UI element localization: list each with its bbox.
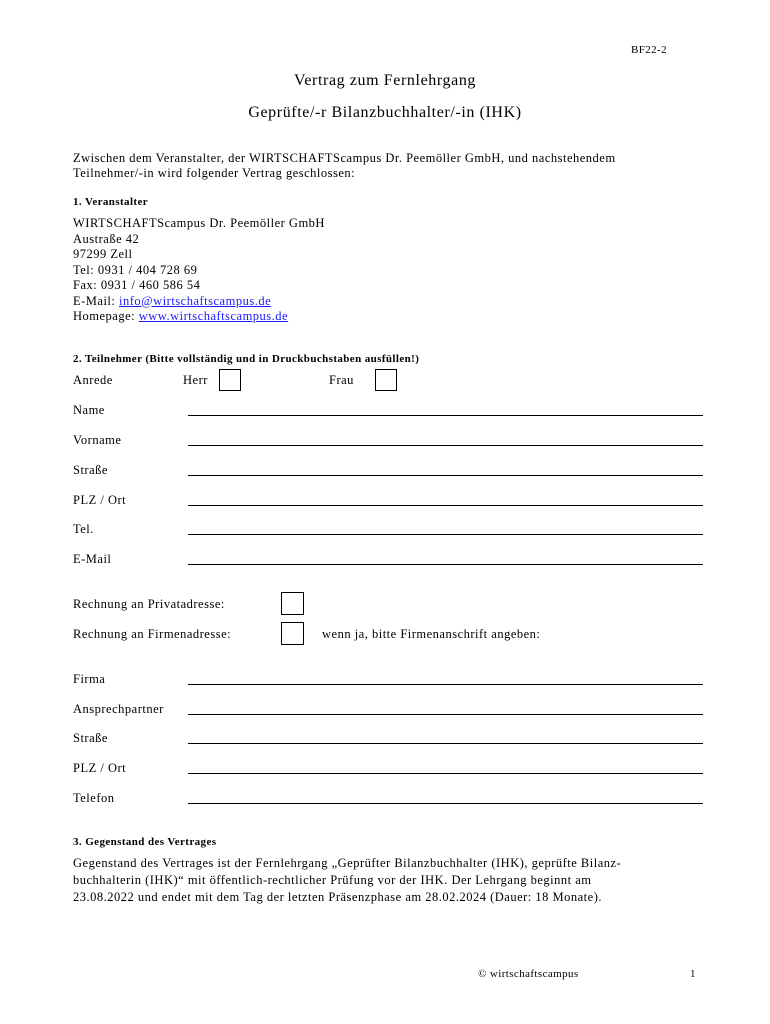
invoice-private-label: Rechnung an Privatadresse: (73, 597, 225, 611)
company-label-telefon: Telefon (73, 791, 115, 805)
section-1-heading: 1. Veranstalter (73, 196, 149, 208)
organizer-tel: Tel: 0931 / 404 728 69 (73, 262, 198, 277)
field-line-vorname[interactable] (188, 445, 703, 446)
section-3-heading: 3. Gegenstand des Vertrages (73, 836, 217, 848)
field-line-tel[interactable] (188, 534, 703, 535)
intro-line-2: Teilnehmer/-in wird folgender Vertrag geschlossen: (73, 166, 356, 180)
company-line-ansprechpartner[interactable] (188, 714, 703, 715)
field-label-tel: Tel. (73, 522, 94, 536)
homepage-label: Homepage: (73, 309, 139, 323)
footer-copyright: © wirtschaftscampus (478, 968, 579, 980)
invoice-company-hint: wenn ja, bitte Firmenanschrift angeben: (322, 627, 541, 641)
section-3-line-3: 23.08.2022 und endet mit dem Tag der letzten Präsenzphase am 28.02.2024 (Dauer: 18 Monate). (73, 890, 602, 904)
company-line-strasse[interactable] (188, 743, 703, 744)
section-2-heading: 2. Teilnehmer (Bitte vollständig und in Druckbuchstaben ausfüllen!) (73, 353, 420, 365)
section-3-line-1: Gegenstand des Vertrages ist der Fernlehrgang „Geprüfter Bilanzbuchhalter (IHK), geprüfte Bilanz- (73, 856, 622, 870)
email-label: E-Mail: (73, 293, 120, 308)
section-3-paragraph (73, 855, 700, 906)
field-line-strasse[interactable] (188, 475, 703, 476)
organizer-street: Austraße 42 (73, 231, 140, 246)
document-subtitle: Geprüfte/-r Bilanzbuchhalter/-in (IHK) (248, 104, 522, 121)
field-label-plz-ort: PLZ / Ort (73, 493, 127, 507)
email-link[interactable]: info@wirtschaftscampus.de (119, 293, 272, 308)
organizer-company: WIRTSCHAFTScampus Dr. Peemöller GmbH (73, 216, 325, 230)
invoice-company-checkbox[interactable] (281, 622, 304, 645)
homepage-link[interactable]: www.wirtschaftscampus.de (138, 309, 289, 323)
organizer-fax: Fax: 0931 / 460 586 54 (73, 278, 201, 292)
invoice-company-label: Rechnung an Firmenadresse: (73, 627, 232, 641)
document-code: BF22-2 (631, 44, 668, 56)
page-number: 1 (690, 968, 696, 980)
option-herr-label: Herr (183, 373, 208, 387)
field-label-email: E-Mail (73, 552, 112, 566)
option-frau-label: Frau (329, 373, 354, 387)
company-line-telefon[interactable] (188, 803, 703, 804)
company-label-strasse: Straße (73, 731, 108, 745)
field-line-plz-ort[interactable] (188, 505, 703, 506)
field-label-vorname: Vorname (73, 433, 122, 447)
section-3-line-2: buchhalterin (IHK)“ mit öffentlich-rechtlicher Prüfung vor der IHK. Der Lehrgang beginnt am (73, 873, 592, 887)
field-line-email[interactable] (188, 564, 703, 565)
field-line-name[interactable] (188, 415, 703, 416)
field-label-strasse: Straße (73, 463, 108, 477)
salutation-label: Anrede (73, 373, 113, 387)
company-label-plz-ort: PLZ / Ort (73, 761, 127, 775)
company-line-plz-ort[interactable] (188, 773, 703, 774)
invoice-private-checkbox[interactable] (281, 592, 304, 615)
herr-checkbox[interactable] (219, 369, 241, 391)
intro-line-1: Zwischen dem Veranstalter, der WIRTSCHAFTScampus Dr. Peemöller GmbH, und nachstehendem (73, 151, 616, 165)
organizer-city: 97299 Zell (73, 247, 133, 261)
company-label-ansprechpartner: Ansprechpartner (73, 702, 164, 716)
frau-checkbox[interactable] (375, 369, 397, 391)
organizer-address (73, 216, 325, 325)
company-label-firma: Firma (73, 672, 106, 686)
document-title: Vertrag zum Fernlehrgang (293, 72, 477, 89)
organizer-email-row (73, 294, 325, 310)
field-label-name: Name (73, 403, 105, 417)
company-line-firma[interactable] (188, 684, 703, 685)
organizer-homepage-row (73, 309, 325, 325)
